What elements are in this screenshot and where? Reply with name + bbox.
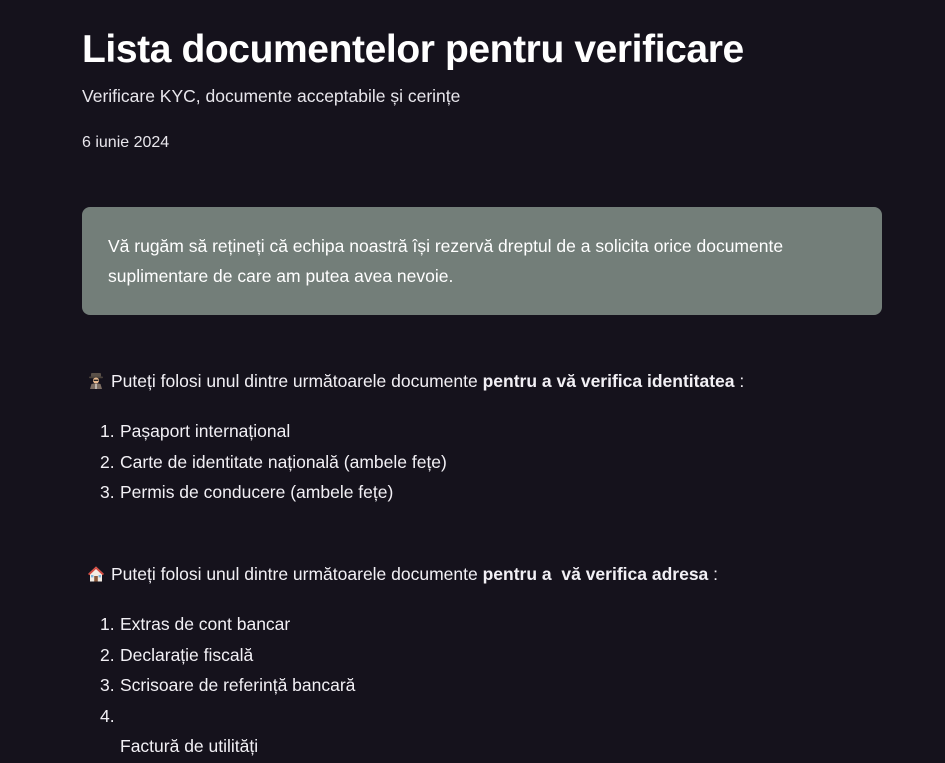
list-item-label: Permis de conducere (ambele fețe) bbox=[120, 482, 394, 502]
address-section-intro: Puteți folosi unul dintre următoarele documente bbox=[111, 564, 483, 584]
identity-section-heading bbox=[87, 371, 744, 392]
address-section-heading bbox=[87, 564, 718, 585]
list-number: 2. bbox=[100, 451, 115, 472]
list-item-label: Extras de cont bancar bbox=[120, 614, 291, 634]
address-section-emphasis: pentru a vă verifica adresa bbox=[482, 564, 709, 584]
list-item-continuation: Factură de utilități bbox=[120, 736, 259, 756]
list-item bbox=[100, 477, 447, 508]
list-item bbox=[100, 670, 355, 701]
list-item-label: Pașaport internațional bbox=[120, 421, 291, 441]
list-item bbox=[100, 609, 355, 640]
identity-section-intro: Puteți folosi unul dintre următoarele documente bbox=[111, 371, 483, 391]
house-icon bbox=[87, 565, 105, 583]
list-item-label: Scrisoare de referință bancară bbox=[120, 675, 356, 695]
list-number: 4. bbox=[100, 705, 115, 726]
list-item bbox=[100, 701, 355, 732]
list-item bbox=[100, 416, 447, 447]
list-item-label: Carte de identitate națională (ambele fețe) bbox=[120, 451, 447, 472]
list-number: 2. bbox=[100, 644, 115, 665]
notice-callout: Vă rugăm să rețineți că echipa noastră își rezervă dreptul de a solicita orice documente suplimentare de care am putea avea nevoie. bbox=[82, 207, 882, 315]
list-item-label: Declarație fiscală bbox=[120, 644, 254, 665]
page-title: Lista documentelor pentru verificare bbox=[82, 28, 744, 71]
address-document-list bbox=[100, 609, 355, 731]
page-subtitle: Verificare KYC, documente acceptabile și cerințe bbox=[82, 86, 461, 106]
publish-date: 6 iunie 2024 bbox=[82, 134, 170, 151]
list-number: 3. bbox=[100, 482, 115, 502]
address-section-suffix: : bbox=[708, 564, 719, 584]
detective-icon bbox=[87, 372, 105, 390]
identity-section-emphasis: pentru a vă verifica identitatea bbox=[482, 371, 735, 391]
list-item bbox=[100, 640, 355, 671]
list-number: 3. bbox=[100, 675, 115, 695]
identity-document-list bbox=[100, 416, 447, 508]
list-number: 1. bbox=[100, 614, 115, 634]
identity-section-suffix: : bbox=[734, 371, 745, 391]
list-number: 1. bbox=[100, 421, 115, 441]
list-item bbox=[100, 447, 447, 478]
